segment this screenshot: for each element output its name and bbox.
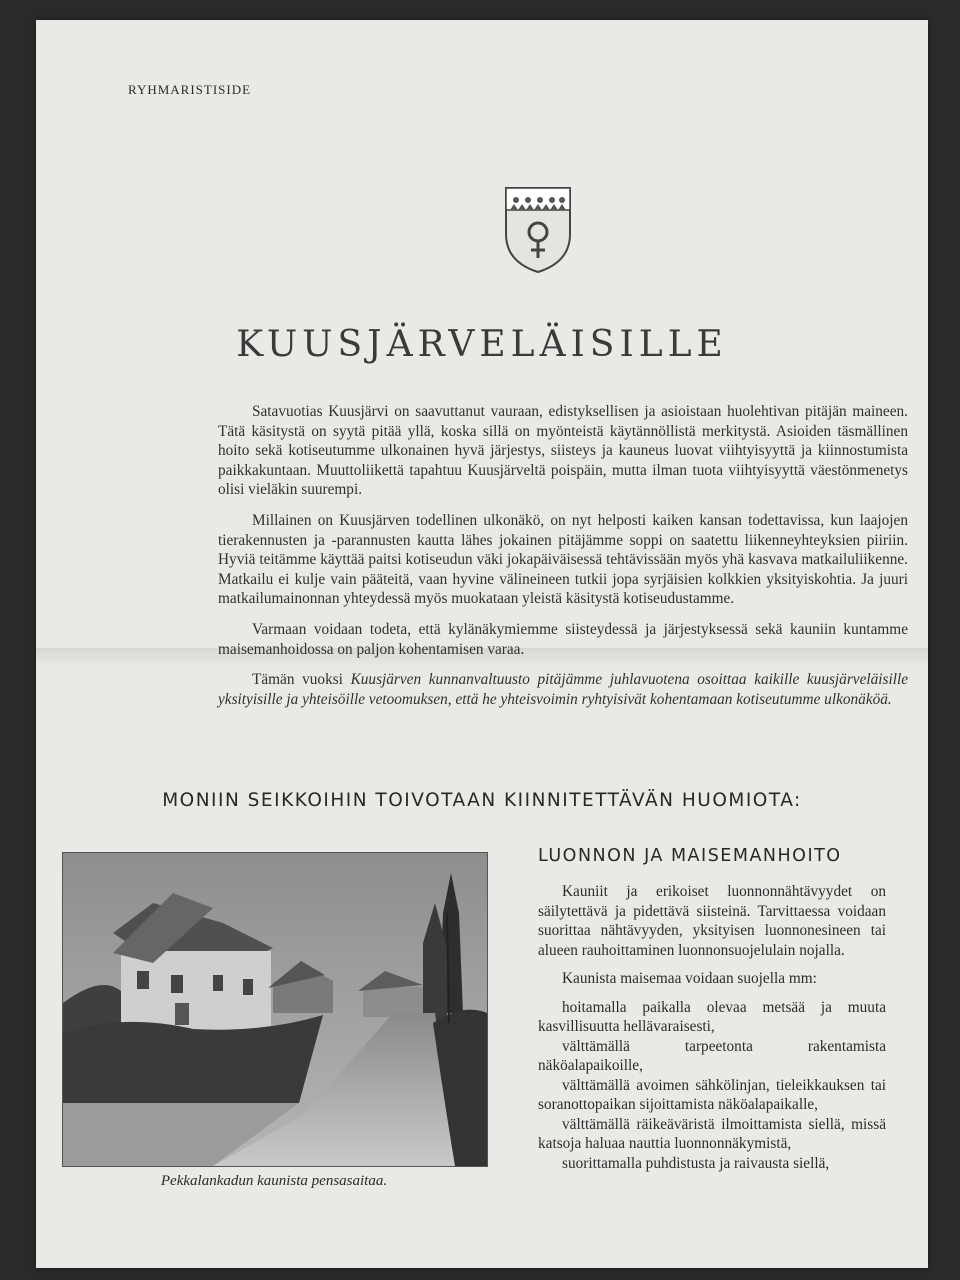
coat-of-arms-icon [502, 184, 574, 274]
intro-paragraph [218, 670, 908, 709]
section-paragraph: Kaunista maisemaa voidaan suojella mm: [562, 970, 817, 987]
section-subheading: MONIIN SEIKKOIHIN TOIVOTAAN KIINNITETTÄVÄN HUOMIOTA: [162, 790, 802, 811]
list-item: suorittamalla puhdistusta ja raivausta siellä, [562, 1154, 830, 1172]
protection-list [538, 998, 886, 1174]
street-photo-image [63, 853, 487, 1166]
appeal-lead: Tämän vuoksi [252, 671, 351, 689]
document-page [36, 20, 928, 1268]
intro-text [218, 402, 908, 720]
intro-paragraph: Millainen on Kuusjärven todellinen ulkonäkö, on nyt helposti kaiken kansan todettavissa, kun laajojen tierakennusten ja -parannusten kautta lähes jokainen pitäjämme soppi on saatettu liikenneyhteyksien piiriin. Hyviä teitämme käyttää paitsi kotiseudun väki jokapäiväisessä tehtävissään myös yhä kasvava matkailuliikenne. Matkailu ei kulje vain pääteitä, vaan hyvine välineineen tutkii jopa syrjäisien kolkkien yksityiskohtia. Ja juuri matkailumainonnan yhteydessä myös muokataan yleistä käsitystä kotiseudustamme. [218, 511, 908, 608]
intro-paragraph: Satavuotias Kuusjärvi on saavuttanut vauraan, edistyksellisen ja asioistaan huolehtivan pitäjän maineen. Tätä käsitystä on syytä pitää yllä, koska sillä on myönteistä käytännöllistä merkitystä. Asioiden täsmällinen hoito sekä kotiseutumme ulkonainen hyvä järjestys, siisteys ja kauneus luovat viihtyisyyttä ja kiinnostumista paikkakuntaan. Muuttoliikettä tapahtuu Kuusjärveltä poispäin, mutta ilman tuota viihtyisyyttä väestönmenetys olisi vieläkin suurempi. [218, 403, 908, 499]
list-item: välttämällä räikeäväristä ilmoittamista siellä, missä katsoja haluaa nauttia luonnonnäkymistä, [538, 1115, 886, 1152]
list-item: välttämällä tarpeetonta rakentamista näköalapaikoille, [538, 1037, 886, 1074]
page-title: KUUSJÄRVELÄISILLE [236, 324, 728, 365]
list-item: välttämällä avoimen sähkölinjan, tieleikkauksen tai soranottopaikan sijoittamista näköalapaikalle, [538, 1076, 886, 1113]
section-paragraph: Kauniit ja erikoiset luonnonnähtävyydet on säilytettävä ja pidettävä siisteinä. Tarvittaessa voidaan suorittaa nähtävyyden, yksityisen luonnonesineen tai alueen rauhoittaminen luonnonsuojelulain nojalla. [538, 883, 886, 959]
section-text [538, 882, 886, 1173]
photo-caption: Pekkalankadun kaunista pensasaitaa. [160, 1173, 388, 1189]
intro-paragraph: Varmaan voidaan todeta, että kylänäkymiemme siisteydessä ja järjestyksessä sekä kauniin kuntamme maisemanhoidossa on paljon kohentamisen varaa. [218, 620, 908, 658]
list-item: hoitamalla paikalla olevaa metsää ja muuta kasvillisuutta hellävaraisesti, [538, 998, 886, 1035]
appeal-text: Kuusjärven kunnanvaltuusto pitäjämme juhlavuotena osoittaa kaikille kuusjärveläisille yksityisille ja yhteisöille vetoomuksen, että he yhteisvoimin ryhtyisivät kohentamaan kotiseutumme ulkonäköä. [218, 671, 908, 708]
street-photo [62, 852, 488, 1167]
section-heading: LUONNON JA MAISEMANHOITO [538, 846, 842, 866]
header-label: RYHMARISTISIDE [128, 82, 252, 97]
